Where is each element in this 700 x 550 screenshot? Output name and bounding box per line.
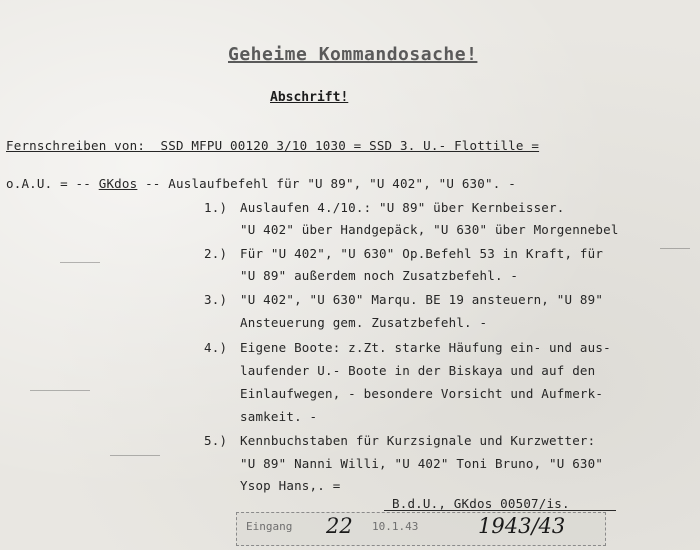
scan-mark — [110, 455, 160, 456]
item-number: 2.) — [204, 246, 228, 261]
addressee-prefix: o.A.U. = -- — [6, 176, 99, 191]
item-number: 5.) — [204, 433, 228, 448]
list-item — [204, 200, 564, 215]
scan-mark — [60, 262, 100, 263]
item-line: Auslaufen 4./10.: "U 89" über Kernbeisser. — [240, 200, 565, 215]
item-line: "U 402", "U 630" Marqu. BE 19 ansteuern, "U 89" — [240, 292, 604, 307]
item-line: laufender U.- Boote in der Biskaya und auf den — [240, 363, 596, 378]
item-line: Ysop Hans,. = — [240, 478, 341, 493]
item-line: "U 89" Nanni Willi, "U 402" Toni Bruno, "U 630" — [240, 456, 604, 471]
scan-mark — [30, 390, 90, 391]
signature-line: B.d.U., GKdos 00507/is. — [392, 496, 570, 511]
item-line: "U 402" über Handgepäck, "U 630" über Morgennebel — [240, 222, 619, 237]
scan-mark — [660, 248, 690, 249]
item-line: "U 89" außerdem noch Zusatzbefehl. - — [240, 268, 519, 283]
item-line: Eigene Boote: z.Zt. starke Häufung ein- und aus- — [240, 340, 611, 355]
order-heading-text: -- Auslaufbefehl für "U 89", "U 402", "U 630". - — [137, 176, 516, 191]
stamp-day: 22 — [326, 514, 353, 538]
telex-sender-line: Fernschreiben von: SSD MFPU 00120 3/10 1030 = SSD 3. U.- Flottille = — [6, 138, 540, 153]
signature-rule — [384, 510, 616, 511]
list-item — [204, 246, 603, 261]
item-line: Kennbuchstaben für Kurzsignale und Kurzwetter: — [240, 433, 596, 448]
stamp-number: 1943/43 — [478, 514, 566, 538]
item-number: 4.) — [204, 340, 228, 355]
stamp-date: 10.1.43 — [372, 520, 419, 533]
list-item — [204, 340, 611, 355]
item-line: Für "U 402", "U 630" Op.Befehl 53 in Kraft, für — [240, 246, 604, 261]
item-number: 3.) — [204, 292, 228, 307]
item-line: Einlaufwegen, - besondere Vorsicht und Aufmerk- — [240, 386, 604, 401]
classification-heading: Geheime Kommandosache! — [228, 44, 478, 65]
item-number: 1.) — [204, 200, 228, 215]
item-line: samkeit. - — [240, 409, 318, 424]
copy-label: Abschrift! — [270, 90, 349, 105]
gkdos-label: GKdos — [98, 176, 138, 191]
list-item — [204, 433, 595, 448]
item-line: Ansteuerung gem. Zusatzbefehl. - — [240, 315, 488, 330]
order-heading — [6, 176, 516, 191]
list-item — [204, 292, 603, 307]
stamp-label: Eingang — [246, 520, 293, 533]
